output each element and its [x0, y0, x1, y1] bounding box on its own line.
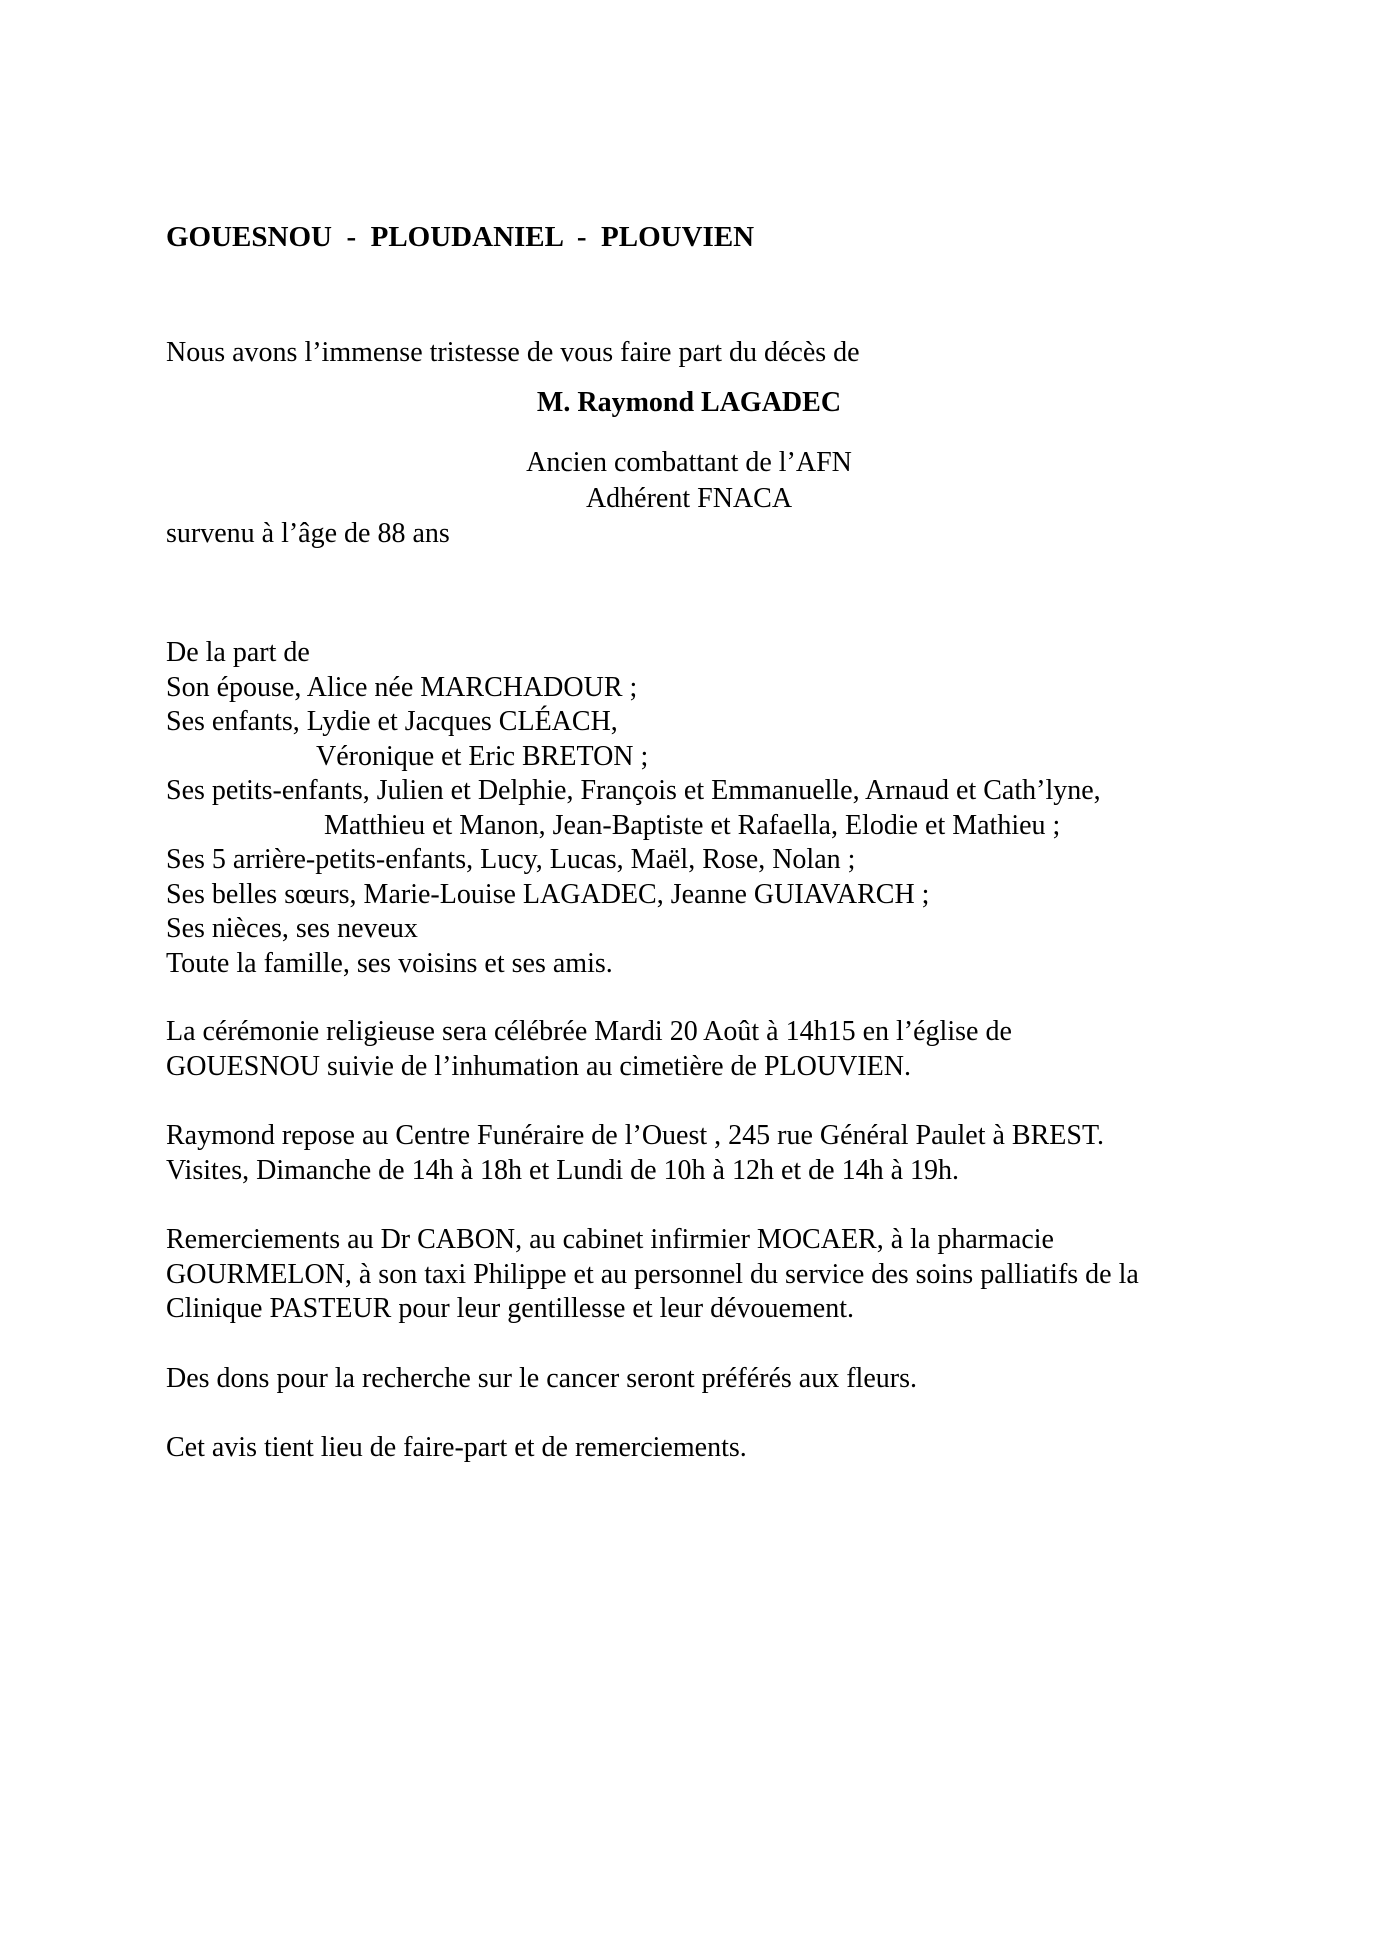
- family-line: Ses belles sœurs, Marie-Louise LAGADEC, Jeanne GUIAVARCH ;: [166, 878, 930, 910]
- communes-header: GOUESNOU - PLOUDANIEL - PLOUVIEN: [166, 221, 755, 253]
- intro-line: Nous avons l’immense tristesse de vous faire part du décès de: [166, 336, 860, 368]
- paragraph-line: Clinique PASTEUR pour leur gentillesse et leur dévouement.: [166, 1293, 854, 1324]
- family-line: Ses 5 arrière-petits-enfants, Lucy, Lucas, Maël, Rose, Nolan ;: [166, 844, 856, 875]
- paragraph: [166, 1362, 1212, 1397]
- paragraph-line: Cet avis tient lieu de faire-part et de remerciements.: [166, 1432, 747, 1463]
- veteran-line: Ancien combattant de l’AFN: [526, 446, 852, 478]
- family-block: [166, 636, 1212, 981]
- family-line: Toute la famille, ses voisins et ses amis.: [166, 947, 613, 979]
- paragraph-line: Visites, Dimanche de 14h à 18h et Lundi de 10h à 12h et de 14h à 19h.: [166, 1154, 960, 1186]
- paragraph: [166, 1431, 1212, 1466]
- family-line: Ses enfants, Lydie et Jacques CLÉACH,: [166, 706, 618, 737]
- family-line: Ses nièces, ses neveux: [166, 913, 418, 944]
- paragraph: [166, 1119, 1212, 1188]
- body-paragraphs: [166, 1015, 1212, 1466]
- family-line: Matthieu et Manon, Jean-Baptiste et Rafaella, Elodie et Mathieu ;: [324, 809, 1061, 841]
- family-line: Son épouse, Alice née MARCHADOUR ;: [166, 671, 638, 703]
- paragraph-line: GOUESNOU suivie de l’inhumation au cimetière de PLOUVIEN.: [166, 1050, 911, 1082]
- honors-block: [166, 445, 1212, 517]
- paragraph-line: Des dons pour la recherche sur le cancer seront préférés aux fleurs.: [166, 1362, 917, 1394]
- family-line: Ses petits-enfants, Julien et Delphie, François et Emmanuelle, Arnaud et Cath’lyne,: [166, 775, 1101, 806]
- paragraph-line: La cérémonie religieuse sera célébrée Mardi 20 Août à 14h15 en l’église de: [166, 1016, 1012, 1047]
- paragraph-line: Raymond repose au Centre Funéraire de l’Ouest , 245 rue Général Paulet à BREST.: [166, 1120, 1104, 1151]
- paragraph-line: GOURMELON, à son taxi Philippe et au personnel du service des soins palliatifs de la: [166, 1258, 1139, 1290]
- family-line: Véronique et Eric BRETON ;: [316, 740, 649, 772]
- member-line: Adhérent FNACA: [585, 482, 793, 514]
- deceased-name: M. Raymond LAGADEC: [536, 387, 842, 418]
- obituary-content: [166, 0, 1212, 1466]
- paragraph: [166, 1015, 1212, 1084]
- age-line: survenu à l’âge de 88 ans: [166, 517, 450, 549]
- paragraph: [166, 1223, 1212, 1327]
- paragraph-line: Remerciements au Dr CABON, au cabinet infirmier MOCAER, à la pharmacie: [166, 1224, 1054, 1255]
- family-intro: De la part de: [166, 637, 310, 668]
- family-list: [166, 671, 1212, 982]
